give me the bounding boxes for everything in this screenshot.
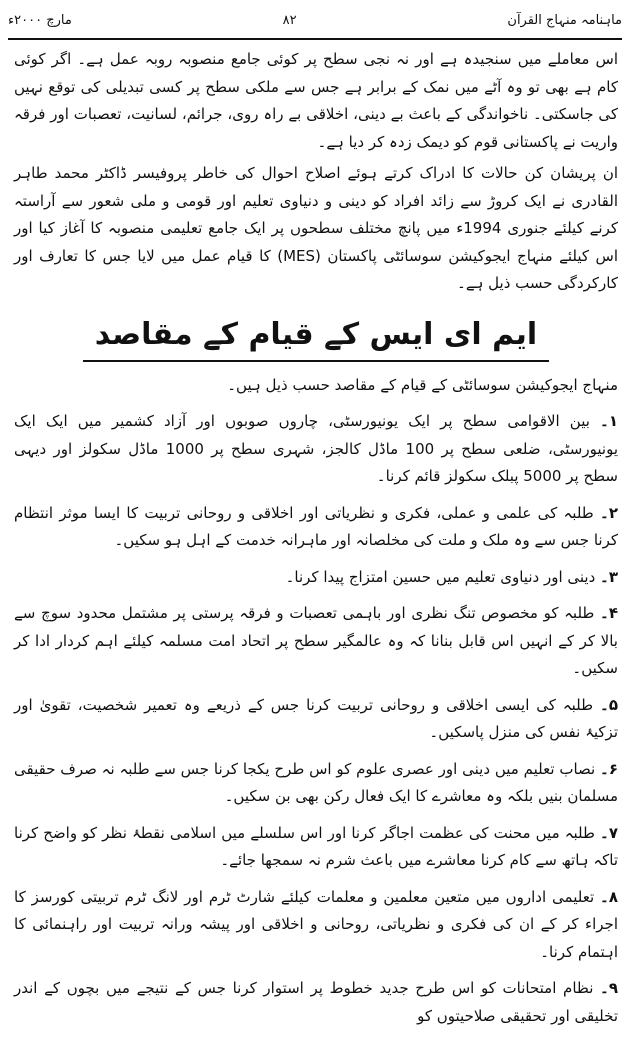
objective-text: دینی اور دنیاوی تعلیم میں حسین امتزاج پیدا کرنا۔	[285, 567, 596, 586]
objective-number: ۸۔	[600, 887, 618, 906]
objective-item	[14, 692, 618, 747]
objective-text: نصاب تعلیم میں دینی اور عصری علوم کو اس طرح یکجا کرنا جس سے طلبہ نہ صرف حقیقی مسلمان بنیں بلکہ وہ معاشرے کا ایک فعال رکن بھی بن سکیں۔	[14, 759, 618, 805]
objective-text: طلبہ کو مخصوص تنگ نظری اور باہمی تعصبات و فرقہ پرستی پر مشتمل محدود سوچ سے بالا کر کے انہیں اس قابل بنانا کہ وہ عالمگیر سطح پر اتحاد امت مسلمہ کیلئے اہم کردار ادا کر سکیں۔	[14, 604, 618, 677]
header-rule	[8, 38, 622, 40]
page-header	[8, 3, 622, 37]
objective-text: طلبہ میں محنت کی عظمت اجاگر کرنا اور اس سلسلے میں اسلامی نقطۂ نظر کو واضح کرنا تاکہ ہاتھ سے کام کرنا معاشرے میں باعث شرم نہ سمجھا جائے۔	[14, 823, 618, 869]
objective-text: بین الاقوامی سطح پر ایک یونیورسٹی، چاروں صوبوں اور آزاد کشمیر میں ایک ایک یونیورسٹی، ضلعی سطح پر 100 ماڈل کالجز، شہری سطح پر 1000 ماڈل سکولز اور دیہی سطح پر 5000 پبلک سکولز قائم کرنا۔	[14, 412, 618, 485]
objective-number: ۹۔	[600, 979, 618, 997]
article-body	[14, 46, 618, 1039]
objective-number: ۷۔	[600, 823, 618, 842]
objective-number: ۲۔	[600, 503, 618, 522]
objective-item	[14, 600, 618, 683]
section-lead: منہاج ایجوکیشن سوسائٹی کے قیام کے مقاصد حسب ذیل ہیں۔	[227, 375, 618, 394]
page-number: ۸۲	[282, 12, 297, 28]
objective-text: طلبہ کی علمی و عملی، فکری و نظریاتی اور اخلاقی و روحانی تربیت کا ایسا موثر انتظام کرنا جس سے وہ ملک و ملت کی مخلصانہ اور ماہرانہ خدمت کے اہل ہو سکیں۔	[14, 503, 618, 549]
issue-date: مارچ ۲۰۰۰ء	[8, 12, 72, 28]
section-heading-wrap	[14, 314, 618, 362]
intro-paragraph: اس معاملے میں سنجیدہ ہے اور نہ نجی سطح پر کوئی جامع منصوبہ روبہ عمل ہے۔ اگر کوئی کام ہے بھی تو وہ آٹے میں نمک کے برابر ہے جس سے ملکی سطح پر کسی تبدیلی کی توقع نہیں کی جاسکتی۔ ناخواندگی کے باعث بے دینی، اخلاقی بے راہ روی، جرائم، لسانیت، تعصبات اور فرقہ واریت نے پاکستانی قوم کو دیمک زدہ کر دیا ہے۔	[14, 50, 618, 151]
objective-item	[14, 500, 618, 555]
objective-text: طلبہ کی ایسی اخلاقی و روحانی تربیت کرنا جس کے ذریعے وہ تعمیر شخصیت، تقویٰ اور تزکیۂ نفس کی منزل پاسکیں۔	[14, 695, 618, 741]
objective-item	[14, 975, 618, 1030]
objective-number: ۵۔	[600, 695, 618, 714]
objective-number: ۳۔	[600, 567, 618, 586]
objective-item	[14, 408, 618, 491]
magazine-title: ماہنامہ منہاج القرآن	[507, 12, 622, 28]
intro-paragraph: ان پریشان کن حالات کا ادراک کرتے ہوئے اصلاح احوال کی خاطر پروفیسر ڈاکٹر محمد طاہر القادری نے ایک کروڑ سے زائد افراد کو دینی و دنیاوی تعلیم اور قومی و ملی شعور سے آراستہ کرنے کیلئے جنوری 1994ء میں پانچ مختلف سطحوں پر ایک جامع تعلیمی منصوبہ کا آغاز کیا اور اس کیلئے منہاج ایجوکیشن سوسائٹی پاکستان (MES) کا قیام عمل میں لایا جس کا تعارف اور کارکردگی حسب ذیل ہے۔	[14, 164, 618, 292]
objective-item	[14, 756, 618, 811]
objective-number: ۱۔	[600, 412, 618, 430]
section-heading: ایم ای ایس کے قیام کے مقاصد	[83, 314, 549, 362]
objective-text: تعلیمی اداروں میں متعین معلمین و معلمات کیلئے شارٹ ٹرم اور لانگ ٹرم تربیتی کورسز کا اجراء کر کے ان کی فکری و نظریاتی، روحانی و اخلاقی اور پیشہ ورانہ تربیت اور راہنمائی کا اہتمام کرنا۔	[14, 887, 618, 961]
objective-number: ۶۔	[600, 759, 618, 778]
objective-item	[14, 820, 618, 875]
objective-number: ۴۔	[600, 604, 618, 622]
objective-item	[14, 564, 618, 592]
objectives-list	[14, 408, 618, 1030]
objective-text: نظام امتحانات کو اس طرح جدید خطوط پر استوار کرنا جس کے نتیجے میں بچوں کے اندر تخلیقی اور تحقیقی صلاحیتوں کو	[14, 979, 618, 1025]
objective-item	[14, 884, 618, 967]
